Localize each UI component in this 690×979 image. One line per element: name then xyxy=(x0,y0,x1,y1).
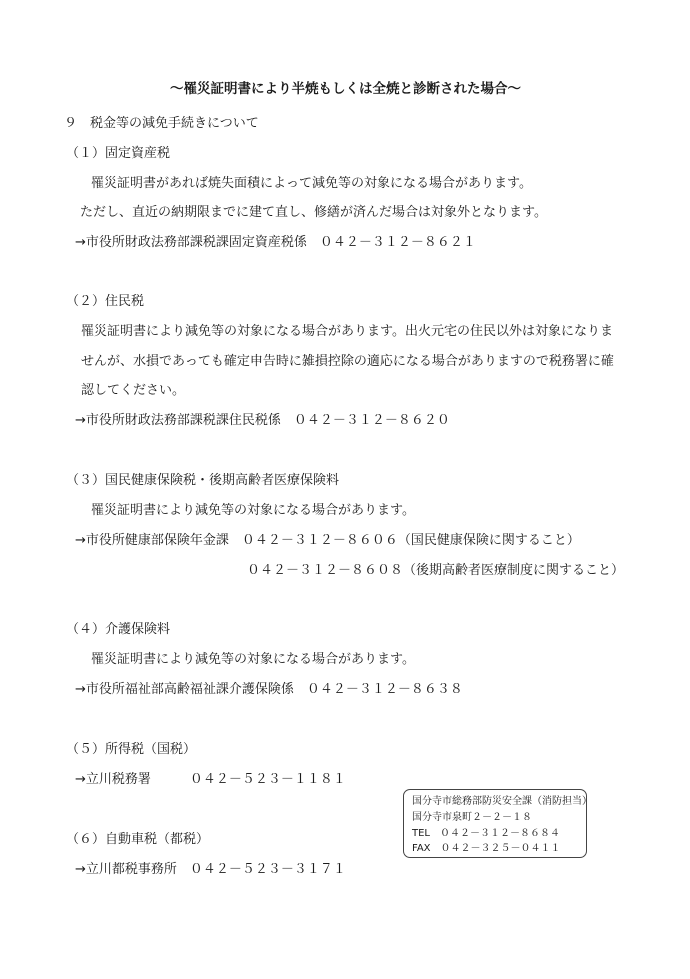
subsection-heading: （２）住民税 xyxy=(66,294,145,309)
body-text: 認してください。 xyxy=(81,383,186,398)
contact-line: →市役所財政法務部課税課固定資産税係 ０４２－３１２－８６２１ xyxy=(75,235,476,250)
body-text: 罹災証明書があれば焼失面積によって減免等の対象になる場合があります。 xyxy=(91,176,532,191)
body-text: 罹災証明書により減免等の対象になる場合があります。 xyxy=(91,652,415,667)
contact-line: →立川税務署 ０４２－５２３－１１８１ xyxy=(75,772,346,787)
contact-line: →立川都税事務所 ０４２－５２３－３１７１ xyxy=(75,862,346,877)
contact-fax: FAX ０４２－３２５－０４１１ xyxy=(412,843,561,854)
contact-address: 国分寺市泉町２－２－１８ xyxy=(412,812,532,823)
contact-line: →市役所健康部保険年金課 ０４２－３１２－８６０６（国民健康保険に関すること） xyxy=(75,533,580,548)
section-heading: ９ 税金等の減免手続きについて xyxy=(64,116,259,131)
page-title: ～罹災証明書により半焼もしくは全焼と診断された場合～ xyxy=(170,81,521,97)
body-text: 罹災証明書により減免等の対象になる場合があります。 xyxy=(91,503,415,518)
contact-line: ０４２－３１２－８６０８（後期高齢者医療制度に関すること） xyxy=(247,563,625,578)
body-text: せんが、水損であっても確定申告時に雑損控除の適応になる場合がありますので税務署に確 xyxy=(81,354,614,369)
body-text: 罹災証明書により減免等の対象になる場合があります。出火元宅の住民以外は対象になりま xyxy=(81,324,613,339)
subsection-heading: （５）所得税（国税） xyxy=(66,742,197,757)
contact-line: →市役所財政法務部課税課住民税係 ０４２－３１２－８６２０ xyxy=(75,413,450,428)
body-text: ただし、直近の納期限までに建て直し、修繕が済んだ場合は対象外となります。 xyxy=(80,205,547,220)
subsection-heading: （３）国民健康保険税・後期高齢者医療保険料 xyxy=(66,473,340,488)
subsection-heading: （４）介護保険料 xyxy=(66,622,171,637)
subsection-heading: （１）固定資産税 xyxy=(66,146,171,161)
subsection-heading: （６）自動車税（都税） xyxy=(66,832,210,847)
contact-line: →市役所福祉部高齢福祉課介護保険係 ０４２－３１２－８６３８ xyxy=(75,682,463,697)
contact-department: 国分寺市総務部防災安全課（消防担当） xyxy=(412,796,592,807)
contact-tel: TEL ０４２－３１２－８６８４ xyxy=(412,828,560,839)
contact-box xyxy=(403,789,592,858)
